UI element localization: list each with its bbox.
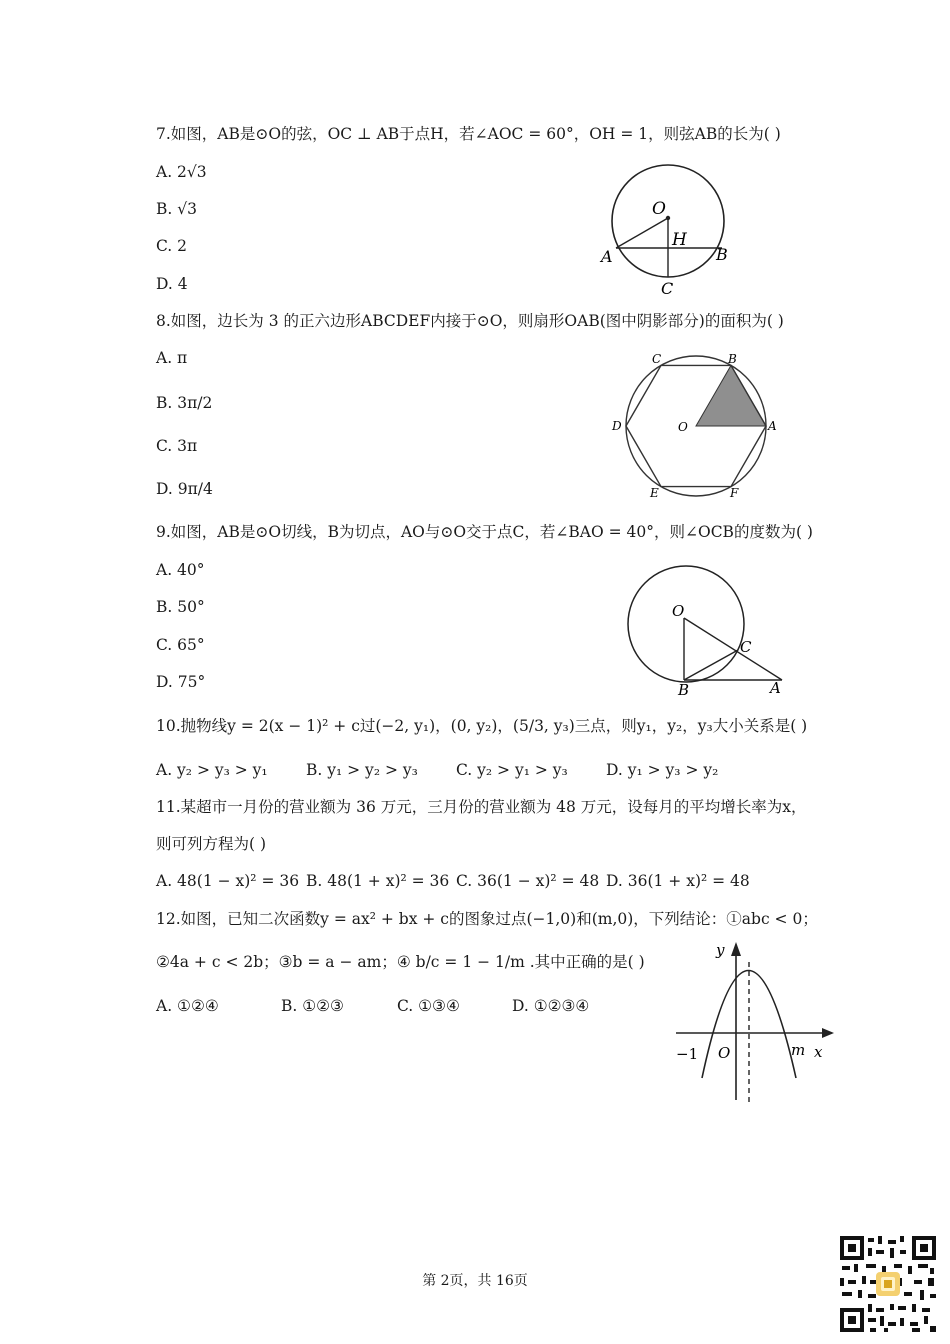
q8-label-b: B: [728, 352, 737, 366]
q7-stem: 7.如图，AB是⊙O的弦，OC ⊥ AB于点H，若∠AOC = 60°，OH = 1，则弦AB的长为( ): [156, 125, 781, 143]
q8-sector-oab: [696, 365, 766, 426]
q9-option-d: D. 75°: [156, 673, 206, 691]
q11-option-c: C. 36(1 − x)² = 48: [456, 872, 600, 890]
q7-label-h: H: [672, 230, 687, 250]
qr-code-icon: [838, 1234, 938, 1334]
q12-label-neg1: −1: [676, 1045, 699, 1063]
q10-option-a: A. y₂ > y₃ > y₁: [156, 761, 268, 779]
q12-option-c: C. ①③④: [397, 997, 460, 1015]
q7-center-dot: [666, 216, 670, 220]
q10-option-c: C. y₂ > y₁ > y₃: [456, 761, 568, 779]
q8-option-d: D. 9π/4: [156, 480, 213, 498]
q12-label-y: y: [716, 941, 725, 959]
q12-x-arrow: [822, 1028, 834, 1038]
q12-label-o: O: [718, 1044, 731, 1062]
q11-option-b: B. 48(1 + x)² = 36: [306, 872, 450, 890]
q7-label-a: A: [601, 247, 613, 266]
q8-label-o: O: [678, 420, 688, 434]
q8-label-e: E: [650, 486, 659, 500]
q12-option-b: B. ①②③: [281, 997, 344, 1015]
q12-stem-line1: 12.如图，已知二次函数y = ax² + bx + c的图象过点(−1,0)和(m,0)，下列结论：①abc < 0；: [156, 910, 818, 928]
q12-label-m: m: [791, 1041, 806, 1059]
q7-figure: [598, 156, 748, 298]
q7-label-b: B: [716, 245, 728, 264]
q7-label-c: C: [661, 279, 674, 298]
q12-figure: [672, 938, 840, 1106]
q8-option-b: B. 3π/2: [156, 394, 213, 412]
q12-option-a: A. ①②④: [156, 997, 219, 1015]
q12-stem-line2: ②4a + c < 2b；③b = a − am；④ b/c = 1 − 1/m .其中正确的是( ): [156, 953, 645, 971]
q9-segment-oa: [684, 618, 782, 680]
q7-radius-oa: [616, 218, 668, 248]
q8-label-d: D: [612, 419, 622, 433]
q9-stem: 9.如图，AB是⊙O切线，B为切点，AO与⊙O交于点C，若∠BAO = 40°，则∠OCB的度数为( ): [156, 523, 813, 541]
q9-label-c: C: [740, 638, 752, 656]
q11-stem-line1: 11.某超市一月份的营业额为 36 万元，三月份的营业额为 48 万元，设每月的平均增长率为x，: [156, 798, 807, 816]
q11-stem-line2: 则可列方程为( ): [156, 835, 267, 853]
q10-option-d: D. y₁ > y₃ > y₂: [606, 761, 719, 779]
q12-option-d: D. ①②③④: [512, 997, 590, 1015]
q8-option-a: A. π: [156, 349, 188, 367]
q10-option-b: B. y₁ > y₂ > y₃: [306, 761, 418, 779]
q9-figure: [618, 556, 794, 698]
q11-option-d: D. 36(1 + x)² = 48: [606, 872, 750, 890]
q8-stem: 8.如图，边长为 3 的正六边形ABCDEF内接于⊙O，则扇形OAB(图中阴影部分)的面积为( ): [156, 312, 784, 330]
q11-option-a: A. 48(1 − x)² = 36: [156, 872, 300, 890]
q12-y-arrow: [731, 942, 741, 956]
q8-figure: [608, 350, 788, 502]
q12-label-x: x: [814, 1043, 823, 1061]
q10-stem: 10.抛物线y = 2(x − 1)² + c过(−2, y₁)，(0, y₂)，(5/3, y₃)三点，则y₁，y₂，y₃大小关系是( ): [156, 717, 808, 735]
q9-option-a: A. 40°: [156, 561, 205, 579]
q9-label-o: O: [672, 602, 685, 620]
q9-option-b: B. 50°: [156, 598, 205, 616]
q7-option-c: C. 2: [156, 237, 188, 255]
q7-option-a: A. 2√3: [156, 163, 207, 181]
q7-label-o: O: [652, 199, 666, 219]
q7-option-b: B. √3: [156, 200, 197, 218]
page-footer: 第 2页，共 16页: [422, 1273, 528, 1289]
q7-option-d: D. 4: [156, 275, 188, 293]
q9-circle: [628, 566, 744, 682]
q8-label-c: C: [652, 352, 662, 366]
q8-option-c: C. 3π: [156, 437, 198, 455]
q8-label-f: F: [730, 486, 739, 500]
q9-segment-bc: [684, 650, 738, 680]
q8-label-a: A: [768, 419, 777, 433]
q9-label-b: B: [678, 681, 690, 698]
q9-option-c: C. 65°: [156, 636, 205, 654]
q9-label-a: A: [770, 679, 781, 697]
